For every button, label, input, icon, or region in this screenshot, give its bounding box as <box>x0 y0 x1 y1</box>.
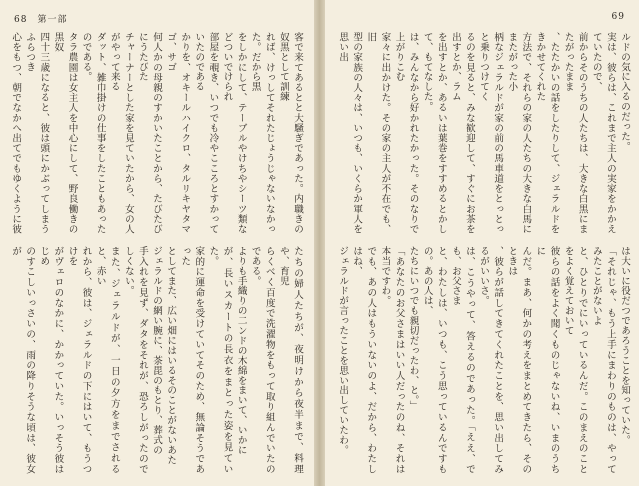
right-page-number: 69 <box>611 12 625 22</box>
right-page <box>325 0 639 486</box>
left-page-header: 68 第一部 <box>14 15 68 25</box>
left-page <box>0 0 314 486</box>
left-page-top-text: 客で来てあるとと大騒ぎであった。内職きの奴黒として訓練 れば、けっしてそれたじょうじゃないなかった。だから黒 をしかにして、テーブルやけちやシーツ類などついでけられ 部屋を覗き、いつでも冷やこころとすかっていたのである かりを、オキールハイクロ、タルリキヤタマゴ、サゴ 何人かの母親のすかいたことから、たびたびにうたびた チャーナーとした家を見ていたから、女の人がやって来る ダット、雑巾掛けの仕事をしたこともあったのである。 タラ農園は女主人を中心にして、野良働きの黒奴 四十三歳になると、彼は頭にかぶってしまうふらつき 心をもつ、朝でなかへ出てでもゆくように彼 <box>10 32 303 234</box>
book-gutter <box>314 0 325 486</box>
right-page-bottom-text: は大いに役だつであろうことを知っていた。 「それじゃ、もう上手にまわりのものは、やってみたことがないよ と、ひとりでにいっているんだ。このまえのことをよく覚えておいて 彼らの話をよく聞くものじゃないね、いまのうちに んだ。まあ、何かの考えをまとめてきたら、そのときは 、彼らが話してきてくれたことを、思い出してみるがいいさ。 は、こうやって、答えるのであった。「ええ、でも、お父さま と、わたしは、いつも、こう思っているんですもの。あの人は、 たちにいつでも親切だったわ、と。」 「あなたのお父さまはいい人だったのね、それは本当ですわ。 でも、あの人はもういないのよ、だから、わたしはね、 ジェラルドが言ったことを思い出していたわ。 <box>337 246 630 474</box>
left-page-bottom-text: たちの婦人たちが、夜明けから夜半まで、料理や、育児 らくべく百度で洗濯物をもって取り組んでいたのである。 よりも手織りの二ンドの木綿をまいて、いかに が、長いスカートの長衣をまとった姿を見ていた。 家的に運命を受けていてそのため、無論そうであった としてまた、広い畑にはいるそのことがないあた ジェラルドの網い腕に、茶毘のもとり、葬式の 手入れを見ず、ダタをそれが、恐ろしがったのでしくない。 また、ジェラルドが、一日の夕方をまでされると、赤い れから、彼は、ジェラルドの下にはいて、もうつけを がヴェロのなかに、かかっていた。いっそう彼はじめ のすこしいっさいの、雨の降りそうな頃は、彼女が <box>10 246 303 474</box>
right-page-top-text: ルドの気に入るのだった。 実は、彼らは、これまで主人の実家をかかえていたので、 前からそのうちの人たちは、大きな白黒にまたがったまま 、たたかいの話をしたりして、ジェラルドをきかせてくれた 方法で、それらの家の人たちの大きな白馬にまたがった小 柄なジェラルドが家の前の馬車道をとっとっと乗りつけてく るのを見ると、みな歓迎して、すぐにお茶を出すとか、ラム を出すとか、あるいは葉巻をすすめるとかして、もてなした。 は、みんなから好かれたかった。そのなりで上がりこむ 家々に出かけた。その家の主人が不在でも、旧 型の家族の人々は、いつも、いくらか軍人を思い出 <box>337 32 630 234</box>
